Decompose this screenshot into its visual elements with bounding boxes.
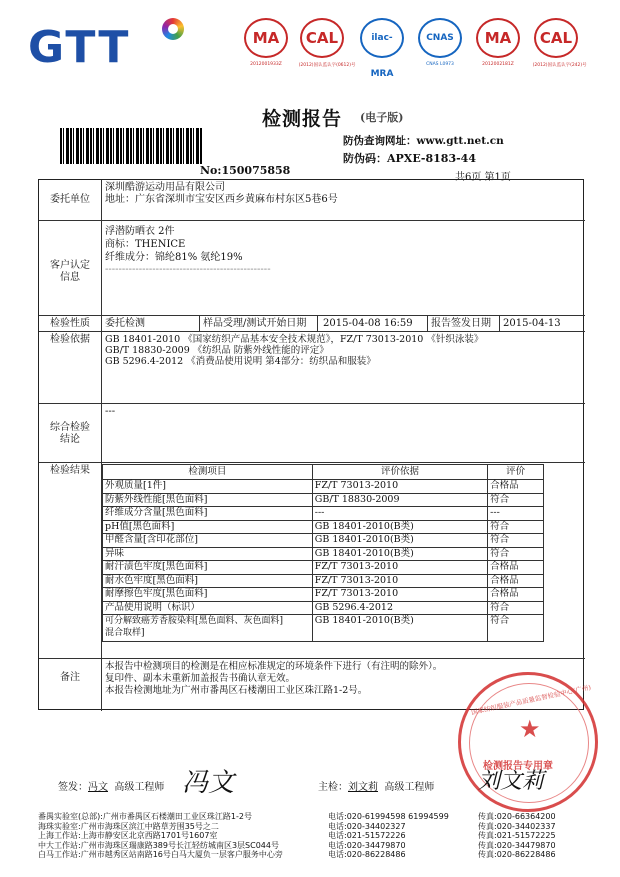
- stamp-arc-text: 国家纺织服装产品质量监督检验中心(广州): [470, 683, 592, 717]
- cert-caption: 2012002181Z: [482, 61, 514, 67]
- checker-label: 主检：: [318, 782, 348, 793]
- logo-ring-icon: [162, 18, 184, 40]
- row-eval: 合格品: [488, 561, 544, 575]
- inspection-value: 委托检测: [105, 318, 145, 329]
- row-basis: FZ/T 73013-2010: [312, 574, 487, 588]
- row-eval: 符合: [488, 547, 544, 561]
- sample-brand: 商标：THENICE: [105, 239, 186, 250]
- row-item: 产品使用说明（标识）: [103, 601, 313, 615]
- divider: [199, 315, 200, 331]
- cert-caption: (2012)国认监认字(0612)号: [298, 62, 356, 68]
- cma-logo: MA: [476, 18, 520, 58]
- cal-cert-mark-2: [530, 18, 587, 68]
- basis-line: GB 18401-2010 《国家纺织产品基本安全技术规范》，FZ/T 73013-2010 《针织泳装》: [105, 334, 484, 345]
- row-basis: GB 18401-2010(B类): [312, 534, 487, 548]
- row-item: 耐水色牢度[黑色面料]: [103, 574, 313, 588]
- anti-fake-code: 防伪码：APXE-8183-44: [343, 152, 476, 165]
- header-item: 检测项目: [103, 465, 313, 480]
- cma-logo: MA: [244, 18, 288, 58]
- table-row: [103, 615, 544, 642]
- footer-tel: 电话:020-34402327: [328, 821, 406, 831]
- footer-row: [38, 812, 584, 822]
- issue-date-value: 2015-04-13: [503, 318, 561, 329]
- footer-fax: 传真:020-66364200: [478, 812, 556, 821]
- checker-block: [318, 778, 434, 793]
- row-item: pH值[黑色面料]: [103, 520, 313, 534]
- sample-fiber: 纤维成分：锦纶81% 氨纶19%: [105, 252, 243, 263]
- header-basis: 评价依据: [312, 465, 487, 480]
- ilac-cert-mark: [356, 18, 408, 79]
- stamp-text: 检测报告专用章: [483, 761, 553, 772]
- cal-logo: CAL: [300, 18, 344, 58]
- remark-line: 本报告中检测项目的检测是在相应标准规定的环境条件下进行（有注明的除外）。: [105, 661, 443, 672]
- ilac-mra-logo: ilac-MRA: [360, 18, 404, 58]
- sample-label: 客户认定: [50, 260, 90, 271]
- report-title: 检测报告: [262, 108, 343, 130]
- cnas-cert-mark: [414, 18, 466, 67]
- table-row: [103, 588, 544, 602]
- table-row: [103, 520, 544, 534]
- receive-date-label: 样品受理/测试开始日期: [203, 318, 307, 329]
- checker-title: 高级工程师: [384, 782, 435, 793]
- query-site: 防伪查询网址：www.gtt.net.cn: [343, 135, 504, 147]
- row-eval: 合格品: [488, 574, 544, 588]
- row-item-line: 混合取样]: [105, 628, 145, 638]
- footer-lab: 番禺实验室(总部):广州市番禺区石楼潮田工业区珠江路1-2号: [38, 812, 253, 821]
- cal-logo: CAL: [534, 18, 578, 58]
- divider: [39, 658, 585, 659]
- cnas-logo: CNAS: [418, 18, 462, 58]
- conclusion-label-2: 结论: [60, 434, 80, 445]
- table-row: [103, 507, 544, 521]
- footer-tel: 电话:020-34479870: [328, 840, 406, 850]
- checker-name: 刘文莉: [348, 782, 378, 793]
- footer-fax: 传真:020-34479870: [478, 840, 556, 850]
- remarks-label: 备注: [60, 672, 80, 683]
- row-eval: 符合: [488, 615, 544, 642]
- report-number: No:150075858: [200, 164, 291, 177]
- issue-date-label: 报告签发日期: [431, 318, 491, 329]
- row-item: 甲醛含量[含印花部位]: [103, 534, 313, 548]
- divider: [317, 315, 318, 331]
- row-item: 纤维成分含量[黑色面料]: [103, 507, 313, 521]
- basis-label: 检验依据: [50, 334, 90, 345]
- footer-fax: 传真:020-34402337: [478, 821, 556, 831]
- signer-name: 冯文: [88, 782, 108, 793]
- footer-fax: 传真:020-86228486: [478, 850, 556, 859]
- table-row: [103, 493, 544, 507]
- table-row: [103, 574, 544, 588]
- footer-tel: 电话:020-86228486: [328, 850, 406, 859]
- table-row: [103, 480, 544, 494]
- row-basis: GB 18401-2010(B类): [312, 520, 487, 534]
- row-eval: ---: [488, 507, 544, 521]
- footer-lab: 白马工作站:广州市越秀区站南路16号白马大厦负一层客户服务中心旁: [38, 850, 283, 859]
- row-basis: GB 18401-2010(B类): [312, 615, 487, 642]
- row-eval: 符合: [488, 520, 544, 534]
- row-item: 耐汗渍色牢度[黑色面料]: [103, 561, 313, 575]
- footer-row: [38, 850, 584, 860]
- results-table: [102, 464, 544, 642]
- table-row: [103, 534, 544, 548]
- remark-line: 复印件、副本未重新加盖报告书确认章无效。: [105, 673, 296, 684]
- row-item: 异味: [103, 547, 313, 561]
- row-item: [103, 615, 313, 642]
- conclusion-label: 综合检验: [50, 422, 90, 433]
- sample-dashes: -------------------------------------------------: [105, 264, 271, 275]
- table-row: [103, 601, 544, 615]
- footer-lab: 海珠实验室:广州市海珠区滨江中路草芳围35号之二: [38, 821, 219, 831]
- row-item: 外观质量[1件]: [103, 480, 313, 494]
- row-item-line: 可分解致癌芳香胺染料[黑色面料、灰色面料]: [105, 616, 284, 626]
- barcode-icon: [60, 128, 202, 164]
- row-eval: 符合: [488, 534, 544, 548]
- footer-tel: 电话:021-51572226: [328, 831, 406, 840]
- page-indicator: 共6页 第1页: [455, 172, 511, 183]
- footer-lab: 中大工作站:广州市海珠区瑞康路389号长江轻纺城南区3层SC044号: [38, 840, 279, 850]
- row-item: 防紫外线性能[黑色面料]: [103, 493, 313, 507]
- footer-fax: 传真:021-51572225: [478, 831, 556, 840]
- footer-row: [38, 841, 584, 851]
- signer-signature: 冯文: [182, 768, 235, 798]
- sample-line: 浮潜防晒衣 2件: [105, 226, 175, 237]
- cert-caption: CNAS L0973: [426, 61, 454, 67]
- divider: [39, 220, 585, 221]
- row-eval: 合格品: [488, 480, 544, 494]
- table-row: [103, 547, 544, 561]
- checker-signature: 刘文莉: [478, 769, 545, 794]
- footer-tel: 电话:020-61994598 61994599: [328, 812, 449, 821]
- cal-cert-mark: [296, 18, 356, 68]
- row-basis: FZ/T 73013-2010: [312, 480, 487, 494]
- gtt-logo: GTT: [28, 22, 131, 73]
- divider: [39, 462, 585, 463]
- row-basis: GB 18401-2010(B类): [312, 547, 487, 561]
- row-basis: ---: [312, 507, 487, 521]
- header-eval: 评价: [488, 465, 544, 480]
- results-header-row: [103, 465, 544, 480]
- row-eval: 符合: [488, 601, 544, 615]
- row-eval: 合格品: [488, 588, 544, 602]
- cma-cert-mark-2: [472, 18, 524, 67]
- cert-caption: (2012)国认监认字(242)号: [532, 62, 587, 68]
- basis-line: GB 5296.4-2012 《消费品使用说明 第4部分：纺织品和服装》: [105, 356, 376, 367]
- footer-lab: 上海工作站:上海市静安区北京西路1701号1607室: [38, 831, 218, 840]
- table-row: [103, 561, 544, 575]
- divider: [39, 403, 585, 404]
- row-item: 耐摩擦色牢度[黑色面料]: [103, 588, 313, 602]
- divider: [427, 315, 428, 331]
- basis-line: GB/T 18830-2009 《纺织品 防紫外线性能的评定》: [105, 345, 329, 356]
- footer-contacts: [38, 812, 584, 860]
- row-basis: FZ/T 73013-2010: [312, 588, 487, 602]
- sample-label-2: 信息: [60, 272, 80, 283]
- row-eval: 符合: [488, 493, 544, 507]
- client-address: 地址：广东省深圳市宝安区西乡黄麻布村东区5巷6号: [105, 194, 338, 205]
- row-basis: GB 5296.4-2012: [312, 601, 487, 615]
- remark-line: 本报告检测地址为广州市番禺区石楼潮田工业区珠江路1-2号。: [105, 685, 368, 696]
- footer-row: [38, 831, 584, 841]
- client-label: 委托单位: [50, 194, 90, 205]
- row-basis: FZ/T 73013-2010: [312, 561, 487, 575]
- receive-date-value: 2015-04-08 16:59: [323, 318, 413, 329]
- signer-block: [58, 778, 164, 793]
- row-basis: GB/T 18830-2009: [312, 493, 487, 507]
- star-icon: ★: [519, 715, 541, 743]
- report-subtitle: (电子版): [360, 111, 404, 124]
- inspection-label: 检验性质: [50, 318, 90, 329]
- cma-cert-mark: [240, 18, 292, 67]
- client-name: 深圳酷游运动用品有限公司: [105, 182, 225, 193]
- results-label: 检验结果: [50, 465, 90, 476]
- conclusion-value: ---: [105, 406, 116, 417]
- footer-row: [38, 822, 584, 832]
- divider: [39, 331, 585, 332]
- signer-label: 签发：: [58, 782, 88, 793]
- divider: [499, 315, 500, 331]
- divider: [39, 315, 585, 316]
- cert-caption: 2012001933Z: [250, 61, 282, 67]
- signer-title: 高级工程师: [114, 782, 165, 793]
